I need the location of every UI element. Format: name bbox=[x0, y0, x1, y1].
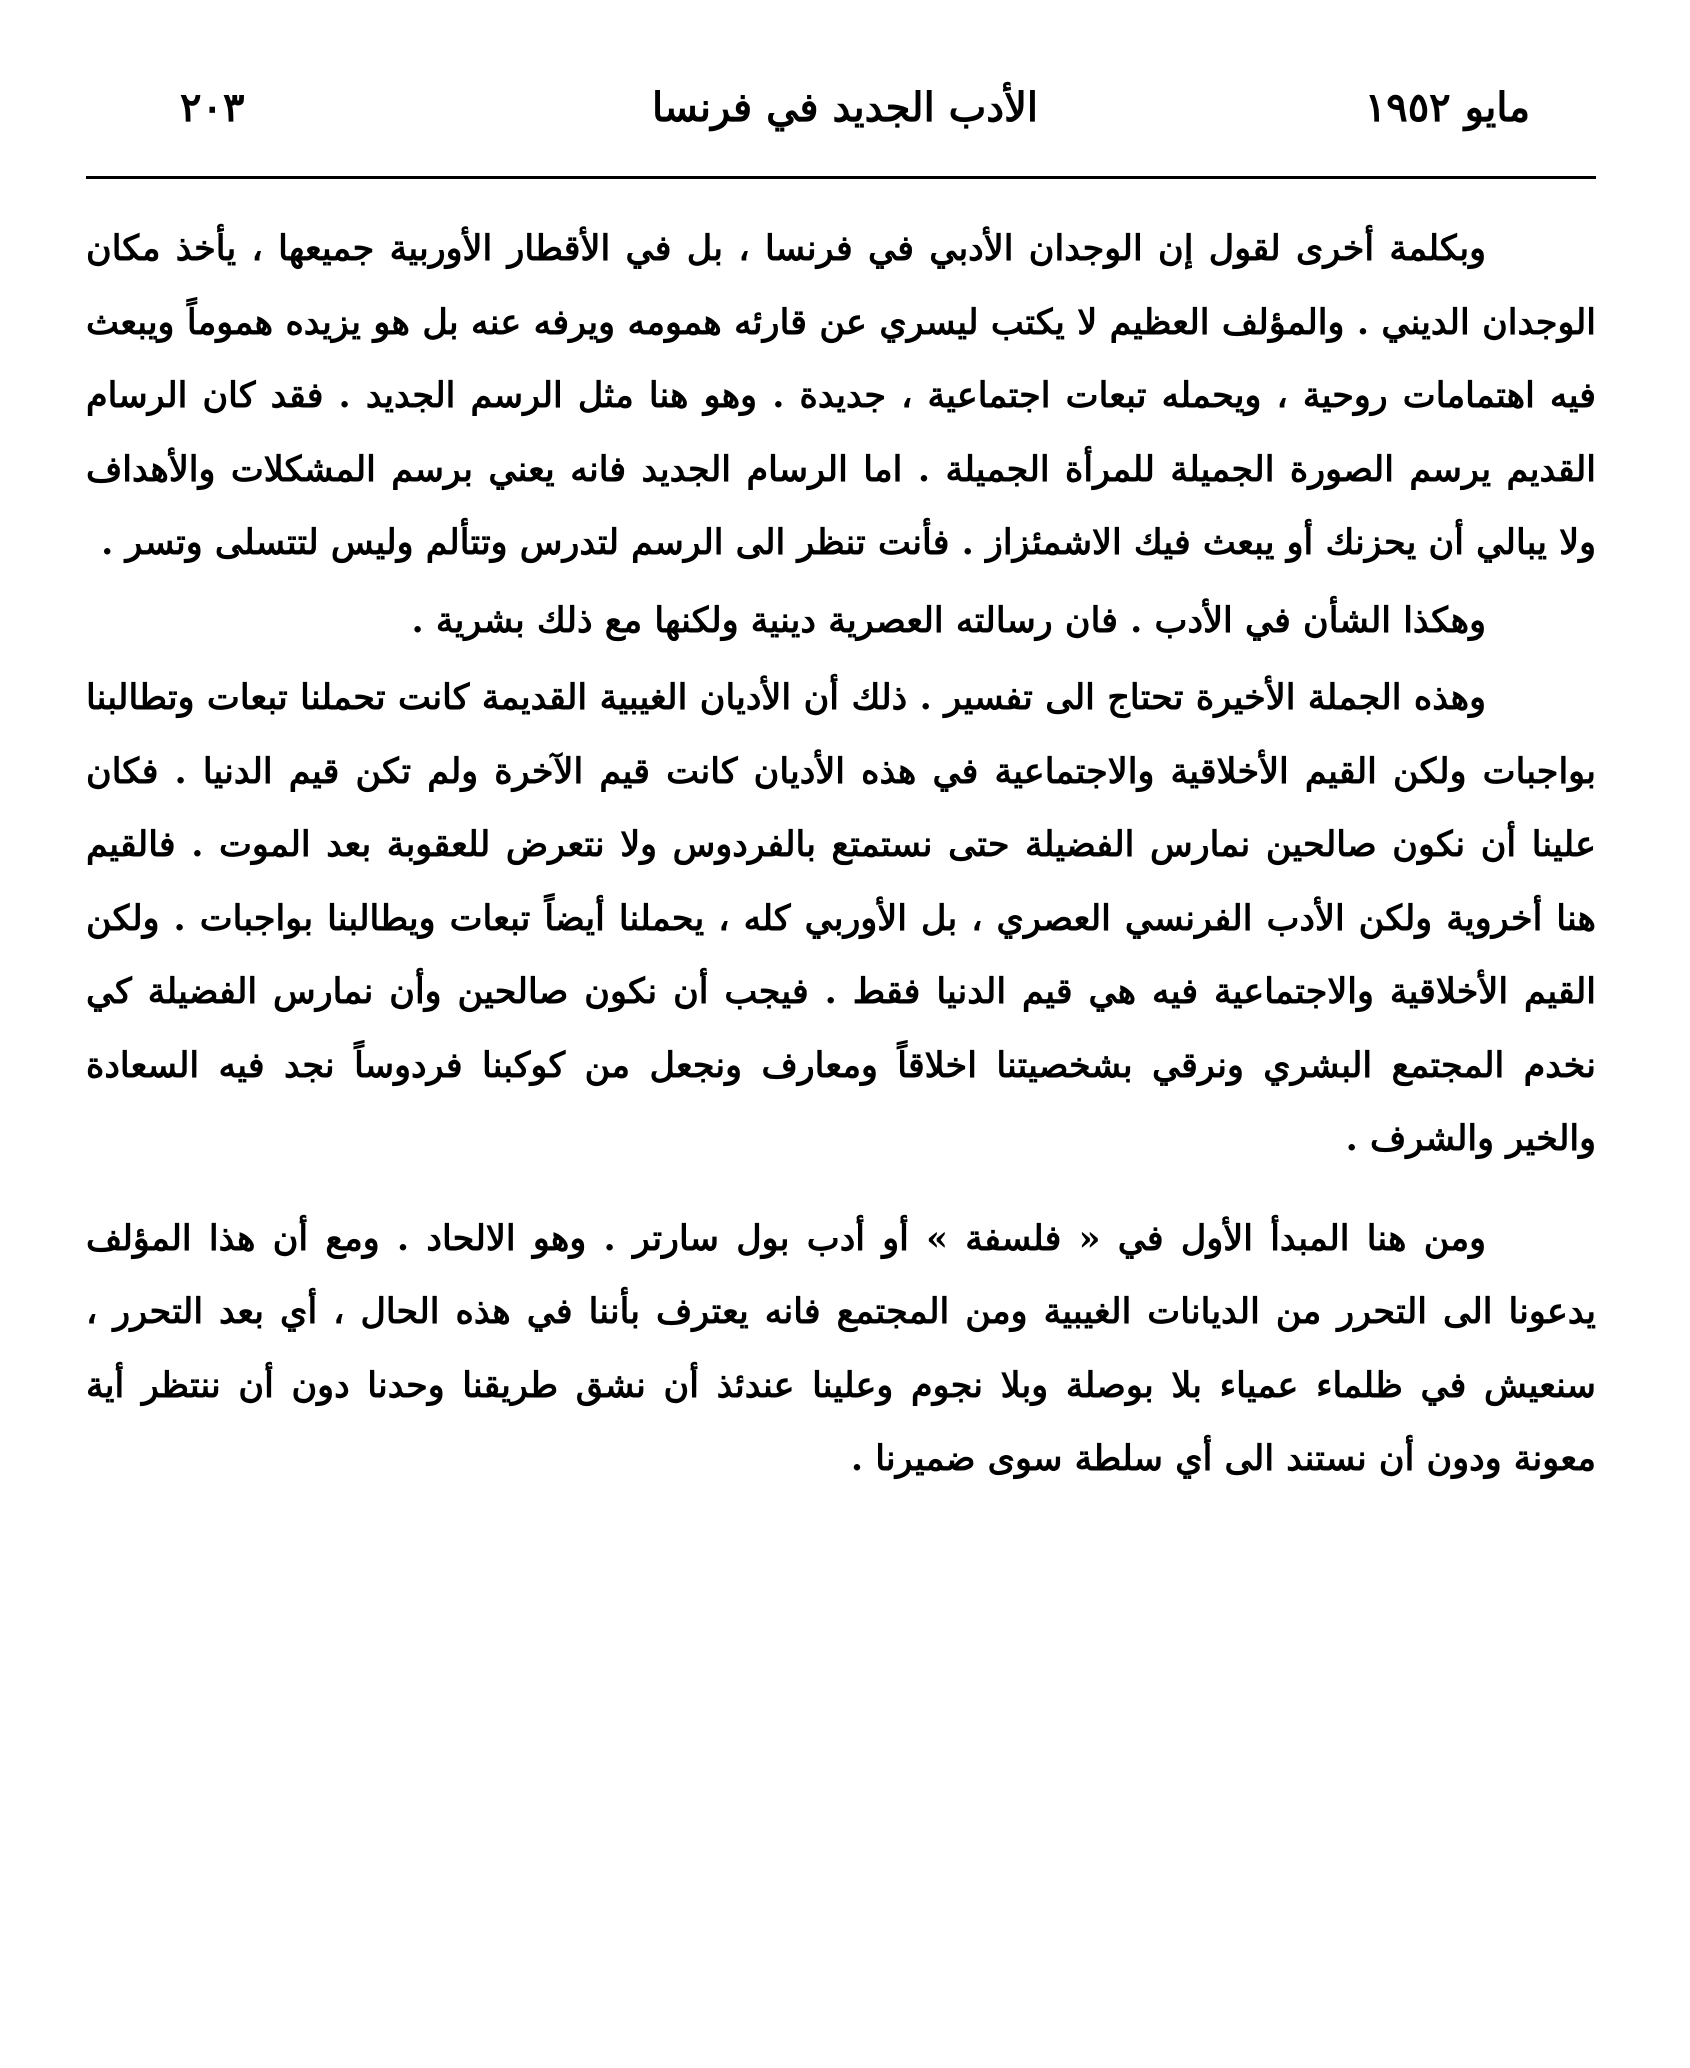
header-title: الأدب الجديد في فرنسا bbox=[651, 84, 1039, 131]
paragraph: وبكلمة أخرى لقول إن الوجدان الأدبي في فرنسا ، بل في الأقطار الأوربية جميعها ، يأخذ مكان الوجدان الديني . والمؤلف العظيم لا يكتب ليسري عن قارئه همومه ويرفه عنه بل هو يزيده هموماً ويبعث فيه اهتمامات روحية ، ويحمله تبعات اجتماعية ، جديدة . وهو هنا مثل الرسم الجديد . فقد كان الرسام القديم يرسم الصورة الجميلة للمرأة الجميلة . اما الرسام الجديد فانه يعني برسم المشكلات والأهداف ولا يبالي أن يحزنك أو يبعث فيك الاشمئزاز . فأنت تنظر الى الرسم لتدرس وتتألم وليس لتتسلى وتسر . bbox=[86, 228, 1596, 563]
paragraph: ومن هنا المبدأ الأول في « فلسفة » أو أدب بول سارتر . وهو الالحاد . ومع أن هذا المؤلف يدعونا الى التحرر من الديانات الغيبية ومن المجتمع فانه يعترف بأننا في هذه الحال ، أي بعد التحرر ، سنعيش في ظلماء عمياء بلا بوصلة وبلا نجوم وعلينا عندئذ أن نشق طريقنا وحدنا دون أن ننتظر أية معونة ودون أن نستند الى أي سلطة سوى ضميرنا . bbox=[86, 1217, 1596, 1479]
paragraph: وهذه الجملة الأخيرة تحتاج الى تفسير . ذلك أن الأديان الغيبية القديمة كانت تحملنا تبعات وتطالبنا بواجبات ولكن القيم الأخلاقية والاجتماعية في هذه الأديان كانت قيم الآخرة ولم تكن قيم الدنيا . فكان علينا أن نكون صالحين نمارس الفضيلة حتى نستمتع بالفردوس ولا نتعرض للعقوبة بعد الموت . فالقيم هنا أخروية ولكن الأدب الفرنسي العصري ، بل الأوربي كله ، يحملنا أيضاً تبعات ويطالبنا بواجبات . ولكن القيم الأخلاقية والاجتماعية فيه هي قيم الدنيا فقط . فيجب أن نكون صالحين وأن نمارس الفضيلة كي نخدم المجتمع البشري ونرقي بشخصيتنا اخلاقاً ومعارف ونجعل من كوكبنا فردوساً نجد فيه السعادة والخير والشرف . bbox=[86, 677, 1596, 1159]
article-body bbox=[86, 212, 1596, 1496]
running-header bbox=[150, 78, 1540, 148]
page-number: ٢٠٣ bbox=[180, 84, 245, 131]
header-rule bbox=[86, 176, 1596, 179]
header-date: مايو ١٩٥٢ bbox=[1364, 84, 1530, 131]
paragraph: وهكذا الشأن في الأدب . فان رسالته العصرية دينية ولكنها مع ذلك بشرية . bbox=[411, 599, 1486, 641]
